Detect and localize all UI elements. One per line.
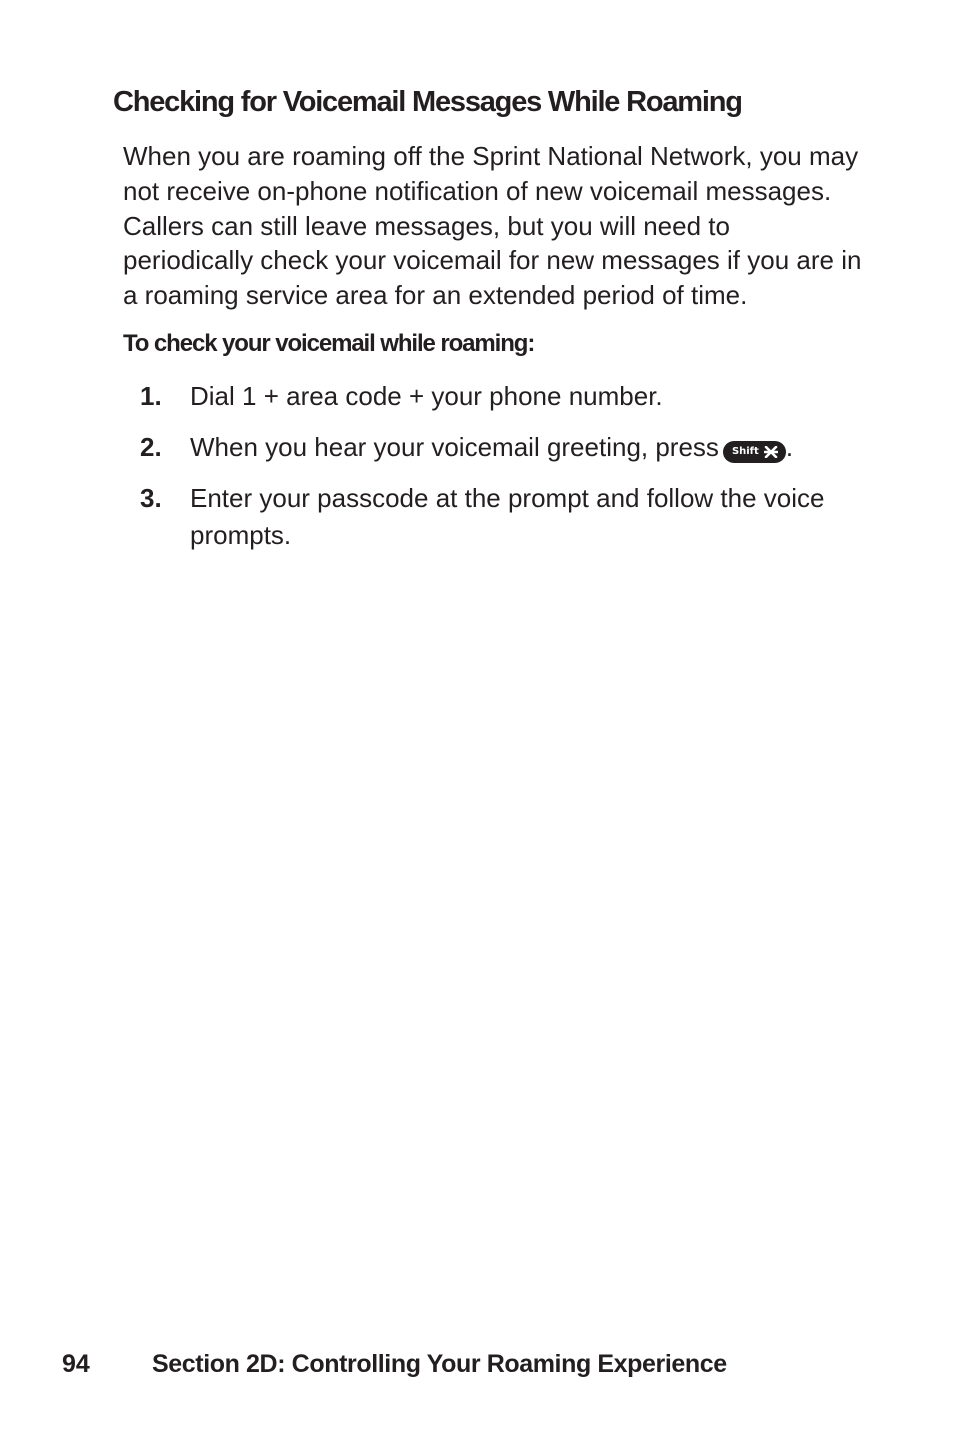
procedure-heading: To check your voicemail while roaming:	[123, 330, 535, 357]
step-number: 2.	[140, 432, 162, 462]
intro-paragraph: When you are roaming off the Sprint National Network, you may not receive on-phone notification of new voicemail messages. Callers can still leave messages, but you will need to periodically check your voicemail for new messages if you are in a roaming service area for an extended period of time.	[123, 141, 862, 311]
step-text: Enter your passcode at the prompt and follow the voice prompts.	[190, 483, 825, 550]
step-text-end: .	[785, 432, 794, 462]
shift-key	[723, 441, 786, 463]
step-text: When you hear your voicemail greeting, press	[190, 432, 719, 462]
step-3	[140, 480, 860, 554]
page-number: 94	[62, 1350, 90, 1378]
section-heading: Checking for Voicemail Messages While Roaming	[113, 86, 742, 118]
asterisk-x-icon	[764, 446, 778, 458]
step-text: Dial 1 + area code + your phone number.	[190, 381, 663, 411]
page-footer	[62, 1350, 727, 1379]
step-number: 1.	[140, 381, 162, 411]
steps-list	[140, 378, 860, 568]
step-number: 3.	[140, 483, 162, 513]
step-2	[140, 429, 860, 466]
shift-key-label: Shift	[731, 446, 759, 457]
section-title: Section 2D: Controlling Your Roaming Experience	[152, 1350, 727, 1378]
step-1	[140, 378, 860, 415]
